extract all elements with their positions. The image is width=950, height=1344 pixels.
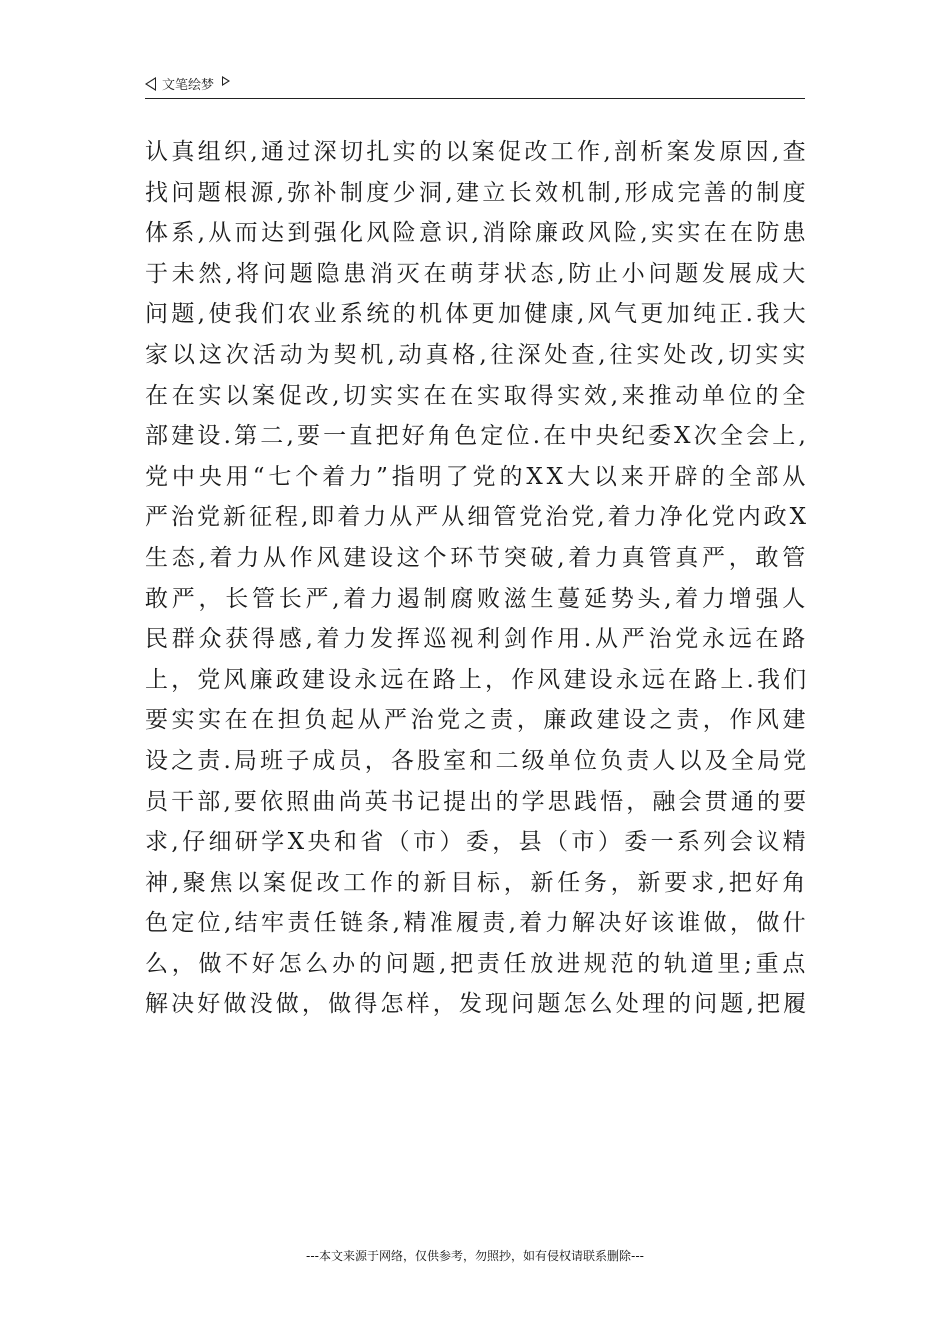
body-line: 员干部,要依照曲尚英书记提出的学思践悟，融会贯通的要 xyxy=(145,788,809,815)
body-line: 找问题根源,弥补制度少洞,建立长效机制,形成完善的制度 xyxy=(145,179,809,206)
body-line: 求,仔细研学X央和省（市）委，县（市）委一系列会议精 xyxy=(145,829,809,856)
triangle-left-icon xyxy=(145,77,156,91)
body-line: 神,聚焦以案促改工作的新目标，新任务，新要求,把好角 xyxy=(145,869,809,896)
body-line: 家以这次活动为契机,动真格,往深处查,往实处改,切实实 xyxy=(145,341,809,368)
body-line: 色定位,结牢责任链条,精准履责,着力解决好该谁做，做什 xyxy=(145,910,809,937)
page-header xyxy=(145,72,805,99)
triangle-right-icon xyxy=(222,76,230,86)
body-line: 设之责.局班子成员，各股室和二级单位负责人以及全局党 xyxy=(145,747,809,774)
body-line: 敢严，长管长严,着力遏制腐败滋生蔓延势头,着力增强人 xyxy=(145,585,809,612)
body-line: 部建设.第二,要一直把好角色定位.在中央纪委X次全会上, xyxy=(145,423,809,450)
page-footer: ---本文来源于网络，仅供参考，勿照抄，如有侵权请联系删除--- xyxy=(306,1249,644,1263)
body-line: 认真组织,通过深切扎实的以案促改工作,剖析案发原因,查 xyxy=(145,139,809,165)
body-line: 问题,使我们农业系统的机体更加健康,风气更加纯正.我大 xyxy=(145,301,809,328)
body-line: 在在实以案促改,切实实在在实取得实效,来推动单位的全 xyxy=(145,382,809,409)
body-line: 体系,从而达到强化风险意识,消除廉政风险,实实在在防患 xyxy=(145,220,809,247)
body-line: 上，党风廉政建设永远在路上，作风建设永远在路上.我们 xyxy=(145,666,809,693)
header-brand xyxy=(145,74,230,93)
header-title: 文笔绘梦 xyxy=(162,78,215,93)
body-line: 解决好做没做，做得怎样，发现问题怎么处理的问题,把履 xyxy=(145,991,809,1018)
body-line: 生态,着力从作风建设这个环节突破,着力真管真严，敢管 xyxy=(145,544,809,571)
body-line: 么，做不好怎么办的问题,把责任放进规范的轨道里;重点 xyxy=(145,950,809,977)
document-body xyxy=(145,132,809,1025)
body-line: 党中央用“七个着力”指明了党的XX大以来开辟的全部从 xyxy=(145,463,809,490)
body-line: 于未然,将问题隐患消灭在萌芽状态,防止小问题发展成大 xyxy=(145,260,809,287)
body-line: 严治党新征程,即着力从严从细管党治党,着力净化党内政X xyxy=(145,504,809,531)
body-line: 要实实在在担负起从严治党之责，廉政建设之责，作风建 xyxy=(145,707,809,734)
body-line: 民群众获得感,着力发挥巡视利剑作用.从严治党永远在路 xyxy=(145,626,809,653)
